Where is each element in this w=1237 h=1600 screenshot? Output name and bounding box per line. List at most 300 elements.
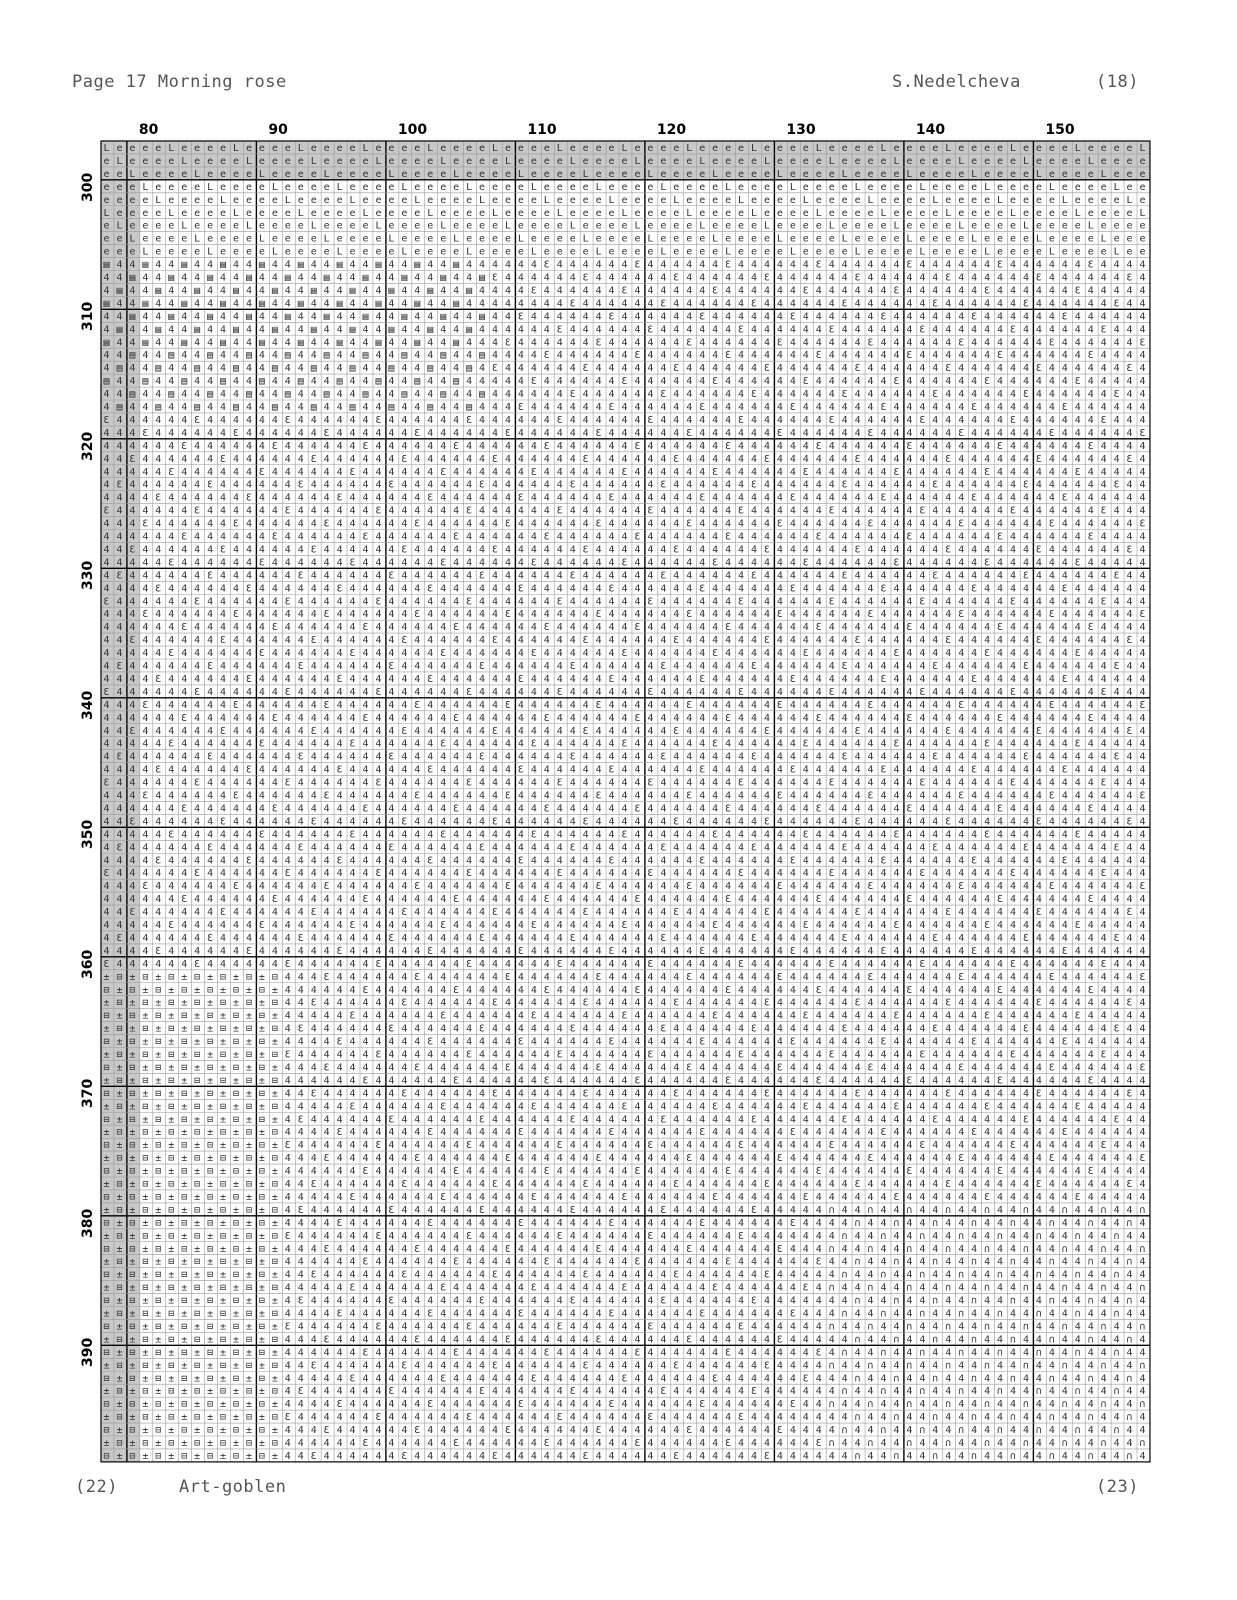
stitch-symbol: 4 xyxy=(155,311,161,322)
stitch-symbol: L xyxy=(881,208,887,219)
stitch-symbol: 4 xyxy=(984,765,990,776)
stitch-symbol: 4 xyxy=(790,648,796,659)
stitch-symbol: 4 xyxy=(738,570,744,581)
stitch-symbol: 4 xyxy=(440,480,446,491)
stitch-symbol: 4 xyxy=(181,635,187,646)
stitch-symbol: 4 xyxy=(298,816,304,827)
stitch-symbol: 4 xyxy=(842,350,848,361)
stitch-symbol: e xyxy=(686,169,692,180)
stitch-symbol: 4 xyxy=(919,739,925,750)
stitch-symbol: 4 xyxy=(363,260,369,271)
stitch-symbol: 4 xyxy=(414,583,420,594)
stitch-symbol: 4 xyxy=(596,726,602,737)
stitch-symbol: 4 xyxy=(660,713,666,724)
stitch-symbol: 4 xyxy=(155,816,161,827)
stitch-symbol: 4 xyxy=(337,881,343,892)
stitch-symbol: 4 xyxy=(1140,907,1146,918)
stitch-symbol: 4 xyxy=(1049,311,1055,322)
stitch-symbol: Ɛ xyxy=(1049,428,1055,439)
stitch-symbol: 4 xyxy=(155,532,161,543)
stitch-symbol: 4 xyxy=(246,609,252,620)
stitch-symbol: 4 xyxy=(142,441,148,452)
stitch-symbol: 4 xyxy=(997,596,1003,607)
stitch-symbol: 4 xyxy=(233,868,239,879)
stitch-symbol: 4 xyxy=(803,868,809,879)
stitch-symbol: Ɛ xyxy=(777,609,783,620)
stitch-symbol: Ɛ xyxy=(1049,881,1055,892)
stitch-symbol: Ɛ xyxy=(647,868,653,879)
stitch-symbol: 4 xyxy=(906,415,912,426)
stitch-symbol: 4 xyxy=(168,713,174,724)
stitch-symbol: e xyxy=(324,182,330,193)
stitch-symbol: 4 xyxy=(194,842,200,853)
stitch-symbol: Ɛ xyxy=(764,273,770,284)
stitch-symbol: 4 xyxy=(350,661,356,672)
stitch-symbol: 4 xyxy=(829,402,835,413)
stitch-symbol: 4 xyxy=(764,350,770,361)
stitch-symbol: 4 xyxy=(337,816,343,827)
stitch-symbol: e xyxy=(414,221,420,232)
stitch-symbol: 4 xyxy=(622,480,628,491)
stitch-symbol: 4 xyxy=(868,415,874,426)
stitch-symbol: Ɛ xyxy=(337,493,343,504)
stitch-symbol: 4 xyxy=(259,324,265,335)
stitch-symbol: 4 xyxy=(337,557,343,568)
stitch-symbol: 4 xyxy=(881,506,887,517)
stitch-symbol: e xyxy=(104,182,110,193)
stitch-symbol: 4 xyxy=(1062,700,1068,711)
stitch-symbol: 4 xyxy=(116,506,122,517)
stitch-symbol: 4 xyxy=(712,544,718,555)
stitch-symbol: 4 xyxy=(1075,324,1081,335)
stitch-symbol: 4 xyxy=(155,480,161,491)
stitch-symbol: 4 xyxy=(194,557,200,568)
stitch-symbol: 4 xyxy=(764,920,770,931)
stitch-symbol: e xyxy=(868,221,874,232)
stitch-symbol: 4 xyxy=(686,570,692,581)
stitch-symbol: 4 xyxy=(181,402,187,413)
stitch-symbol: 4 xyxy=(337,415,343,426)
stitch-symbol: 4 xyxy=(155,609,161,620)
stitch-symbol: 4 xyxy=(298,648,304,659)
stitch-symbol: 4 xyxy=(1010,402,1016,413)
stitch-symbol: 4 xyxy=(505,933,511,944)
stitch-symbol: 4 xyxy=(647,557,653,568)
stitch-symbol: 4 xyxy=(337,480,343,491)
stitch-symbol: e xyxy=(414,208,420,219)
stitch-symbol: 4 xyxy=(1010,881,1016,892)
stitch-symbol: 4 xyxy=(337,285,343,296)
stitch-symbol: 4 xyxy=(531,907,537,918)
stitch-symbol: 4 xyxy=(427,868,433,879)
stitch-symbol: 4 xyxy=(596,765,602,776)
stitch-symbol: 4 xyxy=(803,337,809,348)
stitch-symbol: 4 xyxy=(272,661,278,672)
stitch-symbol: e xyxy=(1140,221,1146,232)
stitch-symbol: 4 xyxy=(906,493,912,504)
stitch-symbol: 4 xyxy=(803,260,809,271)
stitch-symbol: e xyxy=(699,208,705,219)
stitch-symbol: e xyxy=(609,221,615,232)
stitch-symbol: 4 xyxy=(1088,428,1094,439)
stitch-symbol: e xyxy=(790,234,796,245)
stitch-symbol: Ɛ xyxy=(324,700,330,711)
stitch-symbol: 4 xyxy=(984,441,990,452)
stitch-symbol: 4 xyxy=(609,713,615,724)
stitch-symbol: 4 xyxy=(194,298,200,309)
stitch-symbol: 4 xyxy=(1036,480,1042,491)
stitch-symbol: 4 xyxy=(609,778,615,789)
stitch-symbol: e xyxy=(842,143,848,154)
stitch-symbol: 4 xyxy=(427,842,433,853)
stitch-symbol: 4 xyxy=(1127,428,1133,439)
stitch-symbol: 4 xyxy=(544,855,550,866)
stitch-symbol: L xyxy=(751,208,757,219)
stitch-symbol: 4 xyxy=(777,803,783,814)
stitch-symbol: 4 xyxy=(401,376,407,387)
stitch-symbol: 4 xyxy=(518,596,524,607)
stitch-symbol: 4 xyxy=(272,273,278,284)
stitch-symbol: e xyxy=(544,156,550,167)
stitch-symbol: 4 xyxy=(129,933,135,944)
stitch-symbol: e xyxy=(440,208,446,219)
stitch-symbol: 4 xyxy=(479,739,485,750)
stitch-symbol: L xyxy=(790,247,796,258)
stitch-symbol: 4 xyxy=(129,739,135,750)
stitch-symbol: 4 xyxy=(401,920,407,931)
stitch-symbol: Ɛ xyxy=(673,726,679,737)
stitch-symbol: 4 xyxy=(427,791,433,802)
stitch-symbol: 4 xyxy=(1114,544,1120,555)
stitch-symbol: 4 xyxy=(868,441,874,452)
stitch-symbol: ▤ xyxy=(337,337,343,348)
stitch-symbol: 4 xyxy=(272,648,278,659)
stitch-symbol: e xyxy=(932,169,938,180)
stitch-symbol: 4 xyxy=(1023,285,1029,296)
stitch-symbol: 4 xyxy=(350,544,356,555)
stitch-symbol: Ɛ xyxy=(881,311,887,322)
stitch-symbol: Ɛ xyxy=(868,337,874,348)
stitch-symbol: 4 xyxy=(1101,557,1107,568)
stitch-symbol: e xyxy=(220,143,226,154)
stitch-symbol: 4 xyxy=(414,544,420,555)
stitch-symbol: 4 xyxy=(725,726,731,737)
stitch-symbol: L xyxy=(958,156,964,167)
stitch-symbol: e xyxy=(544,208,550,219)
stitch-symbol: 4 xyxy=(324,933,330,944)
stitch-symbol: 4 xyxy=(958,363,964,374)
stitch-symbol: 4 xyxy=(194,881,200,892)
stitch-symbol: 4 xyxy=(777,726,783,737)
stitch-symbol: ▤ xyxy=(401,350,407,361)
stitch-symbol: e xyxy=(609,182,615,193)
stitch-symbol: 4 xyxy=(557,454,563,465)
stitch-symbol: 4 xyxy=(686,674,692,685)
stitch-symbol: 4 xyxy=(699,907,705,918)
stitch-symbol: Ɛ xyxy=(324,609,330,620)
stitch-symbol: 4 xyxy=(104,454,110,465)
stitch-symbol: Ɛ xyxy=(116,933,122,944)
stitch-symbol: 4 xyxy=(375,661,381,672)
stitch-symbol: Ɛ xyxy=(984,648,990,659)
stitch-symbol: 4 xyxy=(531,726,537,737)
stitch-symbol: 4 xyxy=(233,350,239,361)
stitch-symbol: 4 xyxy=(246,816,252,827)
stitch-symbol: L xyxy=(1075,143,1081,154)
stitch-symbol: 4 xyxy=(764,583,770,594)
stitch-symbol: 4 xyxy=(350,803,356,814)
stitch-symbol: ▤ xyxy=(259,298,265,309)
stitch-symbol: 4 xyxy=(505,324,511,335)
stitch-symbol: 4 xyxy=(1101,402,1107,413)
stitch-symbol: 4 xyxy=(220,389,226,400)
stitch-symbol: L xyxy=(945,143,951,154)
stitch-symbol: 4 xyxy=(518,480,524,491)
stitch-symbol: Ɛ xyxy=(1101,687,1107,698)
stitch-symbol: 4 xyxy=(583,868,589,879)
stitch-symbol: 4 xyxy=(958,739,964,750)
stitch-symbol: 4 xyxy=(829,428,835,439)
stitch-symbol: 4 xyxy=(647,467,653,478)
stitch-symbol: e xyxy=(259,247,265,258)
stitch-symbol: 4 xyxy=(790,894,796,905)
stitch-symbol: Ɛ xyxy=(505,791,511,802)
stitch-symbol: 4 xyxy=(246,791,252,802)
stitch-symbol: 4 xyxy=(1036,778,1042,789)
stitch-symbol: 4 xyxy=(194,648,200,659)
stitch-symbol: e xyxy=(155,156,161,167)
stitch-symbol: Ɛ xyxy=(1127,454,1133,465)
stitch-symbol: 4 xyxy=(1010,635,1016,646)
stitch-symbol: Ɛ xyxy=(1088,713,1094,724)
stitch-symbol: e xyxy=(116,208,122,219)
stitch-symbol: Ɛ xyxy=(984,376,990,387)
stitch-symbol: ▤ xyxy=(440,350,446,361)
stitch-symbol: e xyxy=(881,182,887,193)
stitch-symbol: 4 xyxy=(259,415,265,426)
stitch-symbol: 4 xyxy=(311,752,317,763)
stitch-symbol: 4 xyxy=(712,350,718,361)
stitch-symbol: 4 xyxy=(285,337,291,348)
stitch-symbol: e xyxy=(531,195,537,206)
stitch-symbol: 4 xyxy=(440,868,446,879)
stitch-symbol: 4 xyxy=(932,519,938,530)
stitch-symbol: Ɛ xyxy=(971,765,977,776)
stitch-symbol: 4 xyxy=(544,842,550,853)
stitch-symbol: 4 xyxy=(207,441,213,452)
stitch-symbol: 4 xyxy=(906,454,912,465)
stitch-symbol: 4 xyxy=(142,765,148,776)
stitch-symbol: 4 xyxy=(945,622,951,633)
stitch-symbol: 4 xyxy=(803,726,809,737)
stitch-symbol: 4 xyxy=(842,829,848,840)
stitch-symbol: 4 xyxy=(971,700,977,711)
stitch-symbol: 4 xyxy=(816,298,822,309)
stitch-symbol: 4 xyxy=(647,920,653,931)
stitch-symbol: 4 xyxy=(725,609,731,620)
stitch-symbol: 4 xyxy=(324,894,330,905)
stitch-symbol: 4 xyxy=(414,324,420,335)
stitch-symbol: 4 xyxy=(764,791,770,802)
stitch-symbol: 4 xyxy=(570,700,576,711)
stitch-symbol: Ɛ xyxy=(984,285,990,296)
stitch-symbol: 4 xyxy=(298,829,304,840)
stitch-symbol: 4 xyxy=(842,907,848,918)
stitch-symbol: 4 xyxy=(363,428,369,439)
stitch-symbol: Ɛ xyxy=(855,726,861,737)
stitch-symbol: e xyxy=(285,169,291,180)
stitch-symbol: e xyxy=(544,221,550,232)
stitch-symbol: 4 xyxy=(777,583,783,594)
stitch-symbol: 4 xyxy=(1114,791,1120,802)
stitch-symbol: 4 xyxy=(1023,428,1029,439)
stitch-symbol: 4 xyxy=(1088,739,1094,750)
stitch-symbol: 4 xyxy=(1101,713,1107,724)
stitch-symbol: Ɛ xyxy=(414,609,420,620)
stitch-symbol: 4 xyxy=(932,285,938,296)
stitch-symbol: 4 xyxy=(1049,713,1055,724)
stitch-symbol: 4 xyxy=(1049,739,1055,750)
stitch-symbol: 4 xyxy=(401,570,407,581)
stitch-symbol: Ɛ xyxy=(427,674,433,685)
stitch-symbol: 4 xyxy=(1101,441,1107,452)
stitch-symbol: 4 xyxy=(738,829,744,840)
stitch-symbol: 4 xyxy=(1114,894,1120,905)
stitch-symbol: 4 xyxy=(142,285,148,296)
stitch-symbol: L xyxy=(350,195,356,206)
stitch-symbol: 4 xyxy=(997,739,1003,750)
stitch-symbol: 4 xyxy=(881,337,887,348)
stitch-symbol: 4 xyxy=(906,583,912,594)
stitch-symbol: 4 xyxy=(207,506,213,517)
stitch-symbol: Ɛ xyxy=(673,907,679,918)
stitch-symbol: 4 xyxy=(868,583,874,594)
stitch-symbol: 4 xyxy=(790,454,796,465)
stitch-symbol: 4 xyxy=(984,622,990,633)
stitch-symbol: 4 xyxy=(1127,376,1133,387)
stitch-symbol: Ɛ xyxy=(427,493,433,504)
stitch-symbol: e xyxy=(570,195,576,206)
stitch-symbol: 4 xyxy=(945,350,951,361)
stitch-symbol: 4 xyxy=(440,752,446,763)
stitch-symbol: 4 xyxy=(868,739,874,750)
stitch-symbol: 4 xyxy=(544,454,550,465)
stitch-symbol: 4 xyxy=(1101,700,1107,711)
stitch-symbol: 4 xyxy=(492,933,498,944)
stitch-symbol: Ɛ xyxy=(440,557,446,568)
stitch-symbol: 4 xyxy=(557,570,563,581)
stitch-symbol: 4 xyxy=(194,920,200,931)
stitch-symbol: 4 xyxy=(505,363,511,374)
stitch-symbol: 4 xyxy=(440,791,446,802)
stitch-symbol: Ɛ xyxy=(609,493,615,504)
stitch-symbol: 4 xyxy=(984,273,990,284)
stitch-symbol: 4 xyxy=(738,713,744,724)
stitch-symbol: 4 xyxy=(181,920,187,931)
stitch-symbol: e xyxy=(427,182,433,193)
stitch-symbol: 4 xyxy=(414,532,420,543)
stitch-symbol: 4 xyxy=(855,596,861,607)
stitch-symbol: e xyxy=(1127,234,1133,245)
stitch-symbol: 4 xyxy=(686,713,692,724)
stitch-symbol: Ɛ xyxy=(777,700,783,711)
stitch-symbol: e xyxy=(1127,247,1133,258)
stitch-symbol: e xyxy=(932,208,938,219)
stitch-symbol: 4 xyxy=(906,467,912,478)
stitch-symbol: e xyxy=(583,143,589,154)
stitch-symbol: 4 xyxy=(919,907,925,918)
stitch-symbol: 4 xyxy=(427,687,433,698)
stitch-symbol: 4 xyxy=(842,622,848,633)
stitch-symbol: Ɛ xyxy=(842,661,848,672)
stitch-symbol: 4 xyxy=(777,311,783,322)
stitch-symbol: 4 xyxy=(855,713,861,724)
stitch-symbol: 4 xyxy=(259,765,265,776)
stitch-symbol: 4 xyxy=(660,648,666,659)
stitch-symbol: Ɛ xyxy=(401,544,407,555)
stitch-symbol: 4 xyxy=(1023,506,1029,517)
stitch-symbol: e xyxy=(958,208,964,219)
stitch-symbol: 4 xyxy=(1114,829,1120,840)
stitch-symbol: ▤ xyxy=(142,260,148,271)
stitch-symbol: 4 xyxy=(958,298,964,309)
stitch-symbol: 4 xyxy=(440,609,446,620)
stitch-symbol: 4 xyxy=(194,855,200,866)
stitch-symbol: 4 xyxy=(803,596,809,607)
stitch-symbol: 4 xyxy=(311,532,317,543)
stitch-symbol: 4 xyxy=(945,609,951,620)
stitch-symbol: 4 xyxy=(881,532,887,543)
stitch-symbol: 4 xyxy=(893,493,899,504)
stitch-symbol: 4 xyxy=(893,868,899,879)
stitch-symbol: Ɛ xyxy=(116,752,122,763)
stitch-symbol: 4 xyxy=(803,583,809,594)
stitch-symbol: 4 xyxy=(479,816,485,827)
stitch-symbol: 4 xyxy=(233,544,239,555)
stitch-symbol: e xyxy=(1127,143,1133,154)
stitch-symbol: 4 xyxy=(272,337,278,348)
stitch-symbol: Ɛ xyxy=(181,894,187,905)
stitch-symbol: ▤ xyxy=(272,324,278,335)
stitch-symbol: e xyxy=(285,182,291,193)
stitch-symbol: e xyxy=(1010,221,1016,232)
stitch-symbol: 4 xyxy=(829,791,835,802)
stitch-symbol: 4 xyxy=(285,428,291,439)
stitch-symbol: 4 xyxy=(363,635,369,646)
stitch-symbol: 4 xyxy=(699,726,705,737)
stitch-symbol: 4 xyxy=(919,661,925,672)
stitch-symbol: 4 xyxy=(1036,596,1042,607)
stitch-symbol: Ɛ xyxy=(725,441,731,452)
stitch-symbol: Ɛ xyxy=(816,622,822,633)
stitch-symbol: e xyxy=(673,234,679,245)
stitch-symbol: 4 xyxy=(479,803,485,814)
stitch-symbol: Ɛ xyxy=(207,933,213,944)
stitch-symbol: 4 xyxy=(1114,415,1120,426)
stitch-symbol: 4 xyxy=(583,428,589,439)
stitch-symbol: 4 xyxy=(945,791,951,802)
stitch-symbol: e xyxy=(660,195,666,206)
stitch-symbol: Ɛ xyxy=(388,752,394,763)
stitch-symbol: 4 xyxy=(1010,726,1016,737)
stitch-symbol: e xyxy=(272,234,278,245)
stitch-symbol: 4 xyxy=(919,376,925,387)
stitch-symbol: 4 xyxy=(647,493,653,504)
stitch-symbol: Ɛ xyxy=(634,894,640,905)
stitch-symbol: 4 xyxy=(479,765,485,776)
stitch-symbol: 4 xyxy=(958,622,964,633)
stitch-symbol: 4 xyxy=(155,557,161,568)
